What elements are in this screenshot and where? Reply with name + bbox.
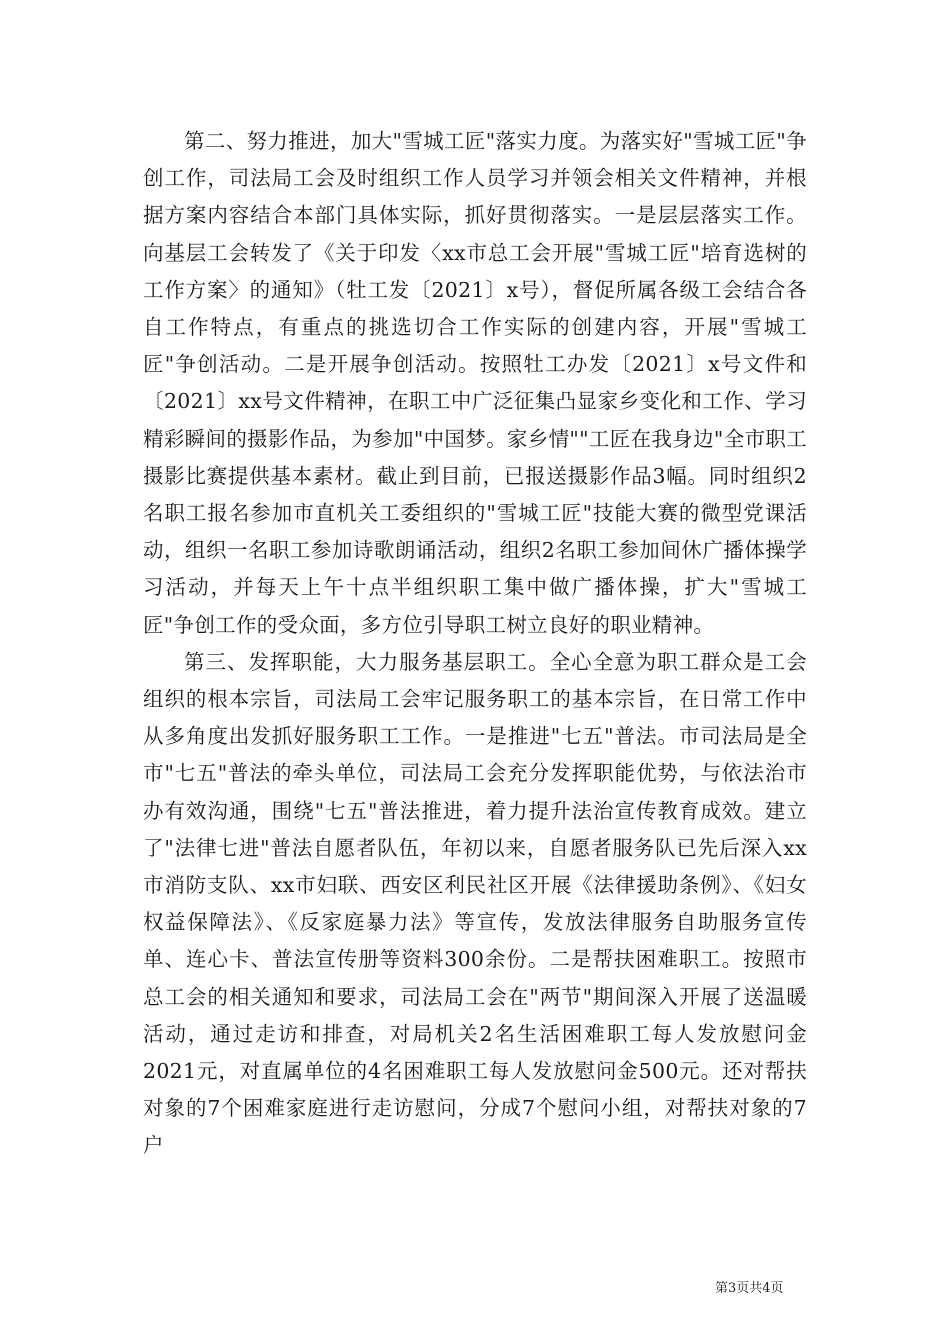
page-number-label: 第3页共4页: [715, 1281, 784, 1296]
paragraph-section-three: 第三、发挥职能，大力服务基层职工。全心全意为职工群众是工会组织的根本宗旨，司法局工会牢记服务职工的基本宗旨，在日常工作中从多角度出发抓好服务职工工作。一是推进"七五"普法。市司法局是全市"七五"普法的牵头单位，司法局工会充分发挥职能优势，与依法治市办有效沟通，围绕"七五"普法推进，着力提升法治宣传教育成效。建立了"法律七进"普法自愿者队伍，年初以来，自愿者服务队已先后深入xx市消防支队、xx市妇联、西安区利民社区开展《法律援助条例》、《妇女权益保障法》、《反家庭暴力法》等宣传，发放法律服务自助服务宣传单、连心卡、普法宣传册等资料300余份。二是帮扶困难职工。按照市总工会的相关通知和要求，司法局工会在"两节"期间深入开展了送温暖活动，通过走访和排查，对局机关2名生活困难职工每人发放慰问金2021元，对直属单位的4名困难职工每人发放慰问金500元。还对帮扶对象的7个困难家庭进行走访慰问，分成7个慰问小组，对帮扶对象的7户: [143, 649, 807, 1158]
paragraph-section-two: 第二、努力推进，加大"雪城工匠"落实力度。为落实好"雪城工匠"争创工作，司法局工会及时组织工作人员学习并领会相关文件精神，并根据方案内容结合本部门具体实际，抓好贯彻落实。一是层层落实工作。向基层工会转发了《关于印发〈xx市总工会开展"雪城工匠"培育选树的工作方案〉的通知》（牡工发〔2021〕x号），督促所属各级工会结合各自工作特点，有重点的挑选切合工作实际的创建内容，开展"雪城工匠"争创活动。二是开展争创活动。按照牡工办发〔2021〕x号文件和〔2021〕xx号文件精神，在职工中广泛征集凸显家乡变化和工作、学习精彩瞬间的摄影作品，为参加"中国梦。家乡情""工匠在我身边"全市职工摄影比赛提供基本素材。截止到目前，已报送摄影作品3幅。同时组织2名职工报名参加市直机关工委组织的"雪城工匠"技能大赛的微型党课活动，组织一名职工参加诗歌朗诵活动，组织2名职工参加间休广播体操学习活动，并每天上午十点半组织职工集中做广播体操，扩大"雪城工匠"争创工作的受众面，多方位引导职工树立良好的职业精神。: [143, 129, 807, 637]
page-number-footer: [715, 1277, 784, 1296]
document-body: [143, 123, 807, 1165]
